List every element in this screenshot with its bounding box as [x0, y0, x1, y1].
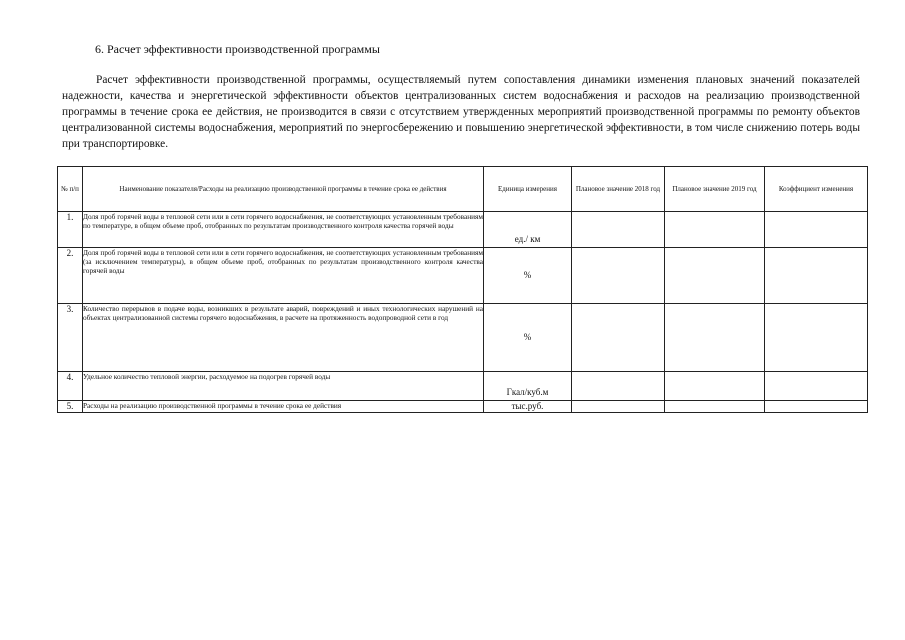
row-plan-2018 — [572, 401, 665, 413]
table-row — [58, 372, 868, 401]
row-unit: % — [484, 248, 572, 304]
section-paragraph: Расчет эффективности производственной программы, осуществляемый путем сопоставления динамики изменения плановых значений показателей надежности, качества и энергетической эффективности объектов централизованных систем водоснабжения и расходов на реализацию производственной программы в течение срока ее действия, не производится в связи с отсутствием утвержденных мероприятий производственной программы по ремонту объектов централизованной системы водоснабжения, мероприятий по энергосбережению и повышению энергетической эффективности, в том числе снижению потерь воды при транспортировке. — [62, 74, 860, 150]
row-coefficient — [765, 372, 868, 401]
row-plan-2019 — [665, 304, 765, 372]
header-name: Наименование показателя/Расходы на реализацию производственной программы в течение срока ее действия — [83, 167, 484, 212]
row-indicator-name: Удельное количество тепловой энергии, расходуемое на подогрев горячей воды — [83, 372, 484, 401]
header-unit: Единица измерения — [484, 167, 572, 212]
row-coefficient — [765, 401, 868, 413]
row-unit: тыс.руб. — [484, 401, 572, 413]
row-indicator-name: Доля проб горячей воды в тепловой сети или в сети горячего водоснабжения, не соответствующих установленным требованиям по температуре, в общем объеме проб, отобранных по результатам производственного контроля качества горячей воды — [83, 212, 484, 248]
row-plan-2019 — [665, 212, 765, 248]
table-row — [58, 212, 868, 248]
table-row — [58, 248, 868, 304]
row-unit: ед./ км — [484, 212, 572, 248]
row-plan-2019 — [665, 401, 765, 413]
header-coefficient: Коэффициент изменения — [765, 167, 868, 212]
row-number: 4. — [58, 372, 83, 401]
header-plan-2019: Плановое значение 2019 год — [665, 167, 765, 212]
row-indicator-name: Расходы на реализацию производственной программы в течение срока ее действия — [83, 401, 484, 413]
row-unit: % — [484, 304, 572, 372]
header-num: № п/п — [58, 167, 83, 212]
row-number: 2. — [58, 248, 83, 304]
indicators-table — [57, 166, 868, 413]
row-indicator-name: Доля проб горячей воды в тепловой сети или в сети горячего водоснабжения, не соответствующих установленным требованиям (за исключением температуры), в общем объеме проб, отобранных по результатам производственного контроля качества горячей воды — [83, 248, 484, 304]
row-plan-2019 — [665, 372, 765, 401]
row-plan-2019 — [665, 248, 765, 304]
row-coefficient — [765, 248, 868, 304]
row-number: 5. — [58, 401, 83, 413]
section-title: 6. Расчет эффективности производственной программы — [95, 42, 380, 56]
row-plan-2018 — [572, 304, 665, 372]
row-plan-2018 — [572, 212, 665, 248]
row-number: 1. — [58, 212, 83, 248]
row-unit: Гкал/куб.м — [484, 372, 572, 401]
row-plan-2018 — [572, 372, 665, 401]
row-number: 3. — [58, 304, 83, 372]
header-plan-2018: Плановое значение 2018 год — [572, 167, 665, 212]
row-indicator-name: Количество перерывов в подаче воды, возникших в результате аварий, повреждений и иных технологических нарушений на объектах централизованной системы горячего водоснабжения, в расчете на протяженность водопроводной сети в год — [83, 304, 484, 372]
row-plan-2018 — [572, 248, 665, 304]
row-coefficient — [765, 304, 868, 372]
row-coefficient — [765, 212, 868, 248]
table-row — [58, 304, 868, 372]
table-header-row — [58, 167, 868, 212]
table-row — [58, 401, 868, 413]
